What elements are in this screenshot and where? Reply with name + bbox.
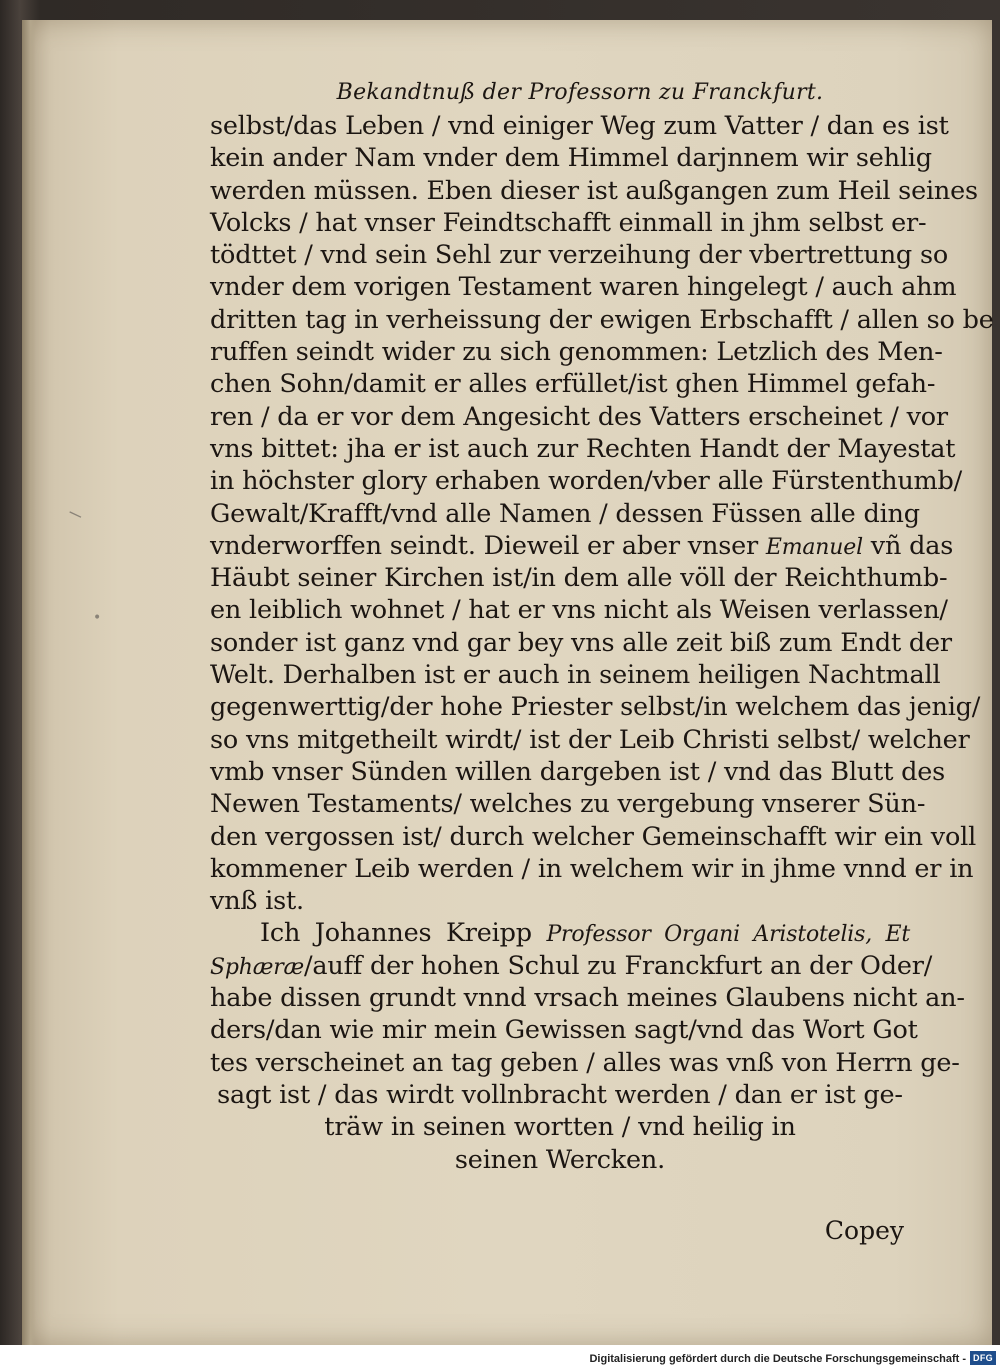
line-text: Newen Testaments/ welches zu vergebung vnserer Sün- — [210, 789, 926, 820]
text-line — [210, 1014, 918, 1046]
line-text: Häubt seiner Kirchen ist/in dem alle völl der Reichthumb- — [210, 563, 948, 594]
line-text: vnder dem vorigen Testament waren hingelegt / auch ahm — [210, 272, 957, 303]
text-line — [210, 336, 943, 368]
text-line — [210, 175, 978, 207]
text-line — [210, 756, 946, 788]
line-text: sonder ist ganz vnd gar bey vns alle zeit biß zum Endt der — [210, 627, 952, 658]
text-line — [210, 1047, 960, 1079]
line-text: vns bittet: jha er ist auch zur Rechten Handt der Mayestat — [210, 433, 956, 464]
line-text: dritten tag in verheissung der ewigen Erbschafft / allen so be — [210, 304, 994, 335]
text-line — [210, 1111, 910, 1143]
line-text: ren / da er vor dem Angesicht des Vatters erscheinet / vor — [210, 401, 948, 432]
text-line — [210, 788, 926, 820]
text-line — [210, 530, 954, 562]
text-line — [210, 207, 927, 239]
text-line — [210, 1144, 910, 1176]
text-line — [210, 239, 948, 271]
text-line — [210, 498, 920, 530]
line-text: den vergossen ist/ durch welcher Gemeinschafft wir ein voll — [210, 821, 977, 852]
text-line — [210, 821, 977, 853]
funding-credit: Digitalisierung gefördert durch die Deutsche Forschungsgemeinschaft - — [589, 1353, 966, 1365]
line-text: kein ander Nam vnder dem Himmel darjnnem wir sehlig — [210, 143, 932, 174]
line-text: tödttet / vnd sein Sehl zur verzeihung der vbertrettung so — [210, 240, 948, 271]
line-text: werden müssen. Eben dieser ist außgangen zum Heil seines — [210, 175, 978, 206]
line-text: kommener Leib werden / in welchem wir in jhme vnnd er in — [210, 853, 974, 884]
line-text: Volcks / hat vnser Feindtschafft einmall in jhm selbst er- — [210, 207, 927, 238]
text-line — [210, 401, 948, 433]
text-line — [210, 853, 974, 885]
catchword: Copey — [824, 1216, 904, 1245]
text-line — [210, 562, 948, 594]
page-text-block — [210, 76, 994, 1176]
line-text: vmb vnser Sünden willen dargeben ist / vnd das Blutt des — [210, 756, 946, 787]
margin-dot-mark: • — [93, 610, 102, 626]
line-text-after: vñ das — [862, 530, 954, 561]
line-text-after: /auff der hohen Schul zu Franckfurt an der Oder/ — [304, 950, 933, 981]
text-line — [210, 917, 910, 949]
text-line — [210, 594, 948, 626]
text-line — [210, 950, 933, 982]
text-line — [210, 724, 970, 756]
text-line — [210, 271, 957, 303]
text-line — [210, 110, 949, 142]
digitization-footer — [0, 1345, 1000, 1369]
line-text: tes verscheinet an tag geben / alles was vnß von Herrn ge- — [210, 1047, 960, 1078]
latin-phrase: Emanuel — [765, 534, 863, 560]
line-text: Gewalt/Krafft/vnd alle Namen / dessen Füssen alle ding — [210, 498, 920, 529]
line-text: in höchster glory erhaben worden/vber alle Fürstenthumb/ — [210, 466, 963, 497]
text-line — [210, 465, 963, 497]
line-text: ruffen seindt wider zu sich genommen: Letzlich des Men- — [210, 337, 943, 368]
text-line — [210, 885, 910, 917]
text-line — [210, 627, 952, 659]
latin-phrase: Sphæræ — [210, 954, 304, 980]
text-line — [210, 142, 932, 174]
dfg-logo: DFG — [970, 1351, 996, 1365]
latin-phrase: Professor Organi Aristotelis, Et — [546, 922, 910, 948]
line-text: Welt. Derhalben ist er auch in seinem heiligen Nachtmall — [210, 660, 941, 691]
line-text: gegenwerttig/der hohe Priester selbst/in welchem das jenig/ — [210, 692, 981, 723]
line-text: vnderworffen seindt. Dieweil er aber vnser — [210, 530, 766, 561]
line-text: so vns mitgetheilt wirdt/ ist der Leib Christi selbst/ welcher — [210, 724, 970, 755]
text-line — [210, 368, 936, 400]
text-line — [210, 691, 981, 723]
line-text: ders/dan wie mir mein Gewissen sagt/vnd das Wort Got — [210, 1015, 918, 1046]
line-text: sagt ist / das wirdt vollnbracht werden / dan er ist ge- — [217, 1079, 903, 1110]
line-text: chen Sohn/damit er alles erfüllet/ist ghen Himmel gefah- — [210, 369, 936, 400]
line-text: selbst/das Leben / vnd einiger Weg zum Vatter / dan es ist — [210, 111, 949, 141]
line-text: träw in seinen wortten / vnd heilig in — [324, 1112, 796, 1143]
body-text — [210, 110, 994, 1176]
line-text: seinen Wercken. — [454, 1144, 666, 1175]
margin-pen-mark: ⸌ — [65, 503, 89, 537]
line-text: vnß ist. — [210, 886, 304, 917]
page-gutter-edge — [22, 20, 36, 1345]
text-line — [210, 659, 941, 691]
line-text: habe dissen grundt vnnd vrsach meines Glaubens nicht an- — [210, 983, 965, 1014]
text-line — [210, 433, 956, 465]
text-line — [210, 982, 965, 1014]
text-line — [210, 1079, 910, 1111]
text-line — [210, 304, 994, 336]
running-header: Bekandtnuß der Professorn zu Franckfurt. — [336, 80, 824, 105]
line-text: en leiblich wohnet / hat er vns nicht als Weisen verlassen/ — [210, 595, 948, 626]
line-text: Ich Johannes Kreipp — [260, 918, 547, 949]
